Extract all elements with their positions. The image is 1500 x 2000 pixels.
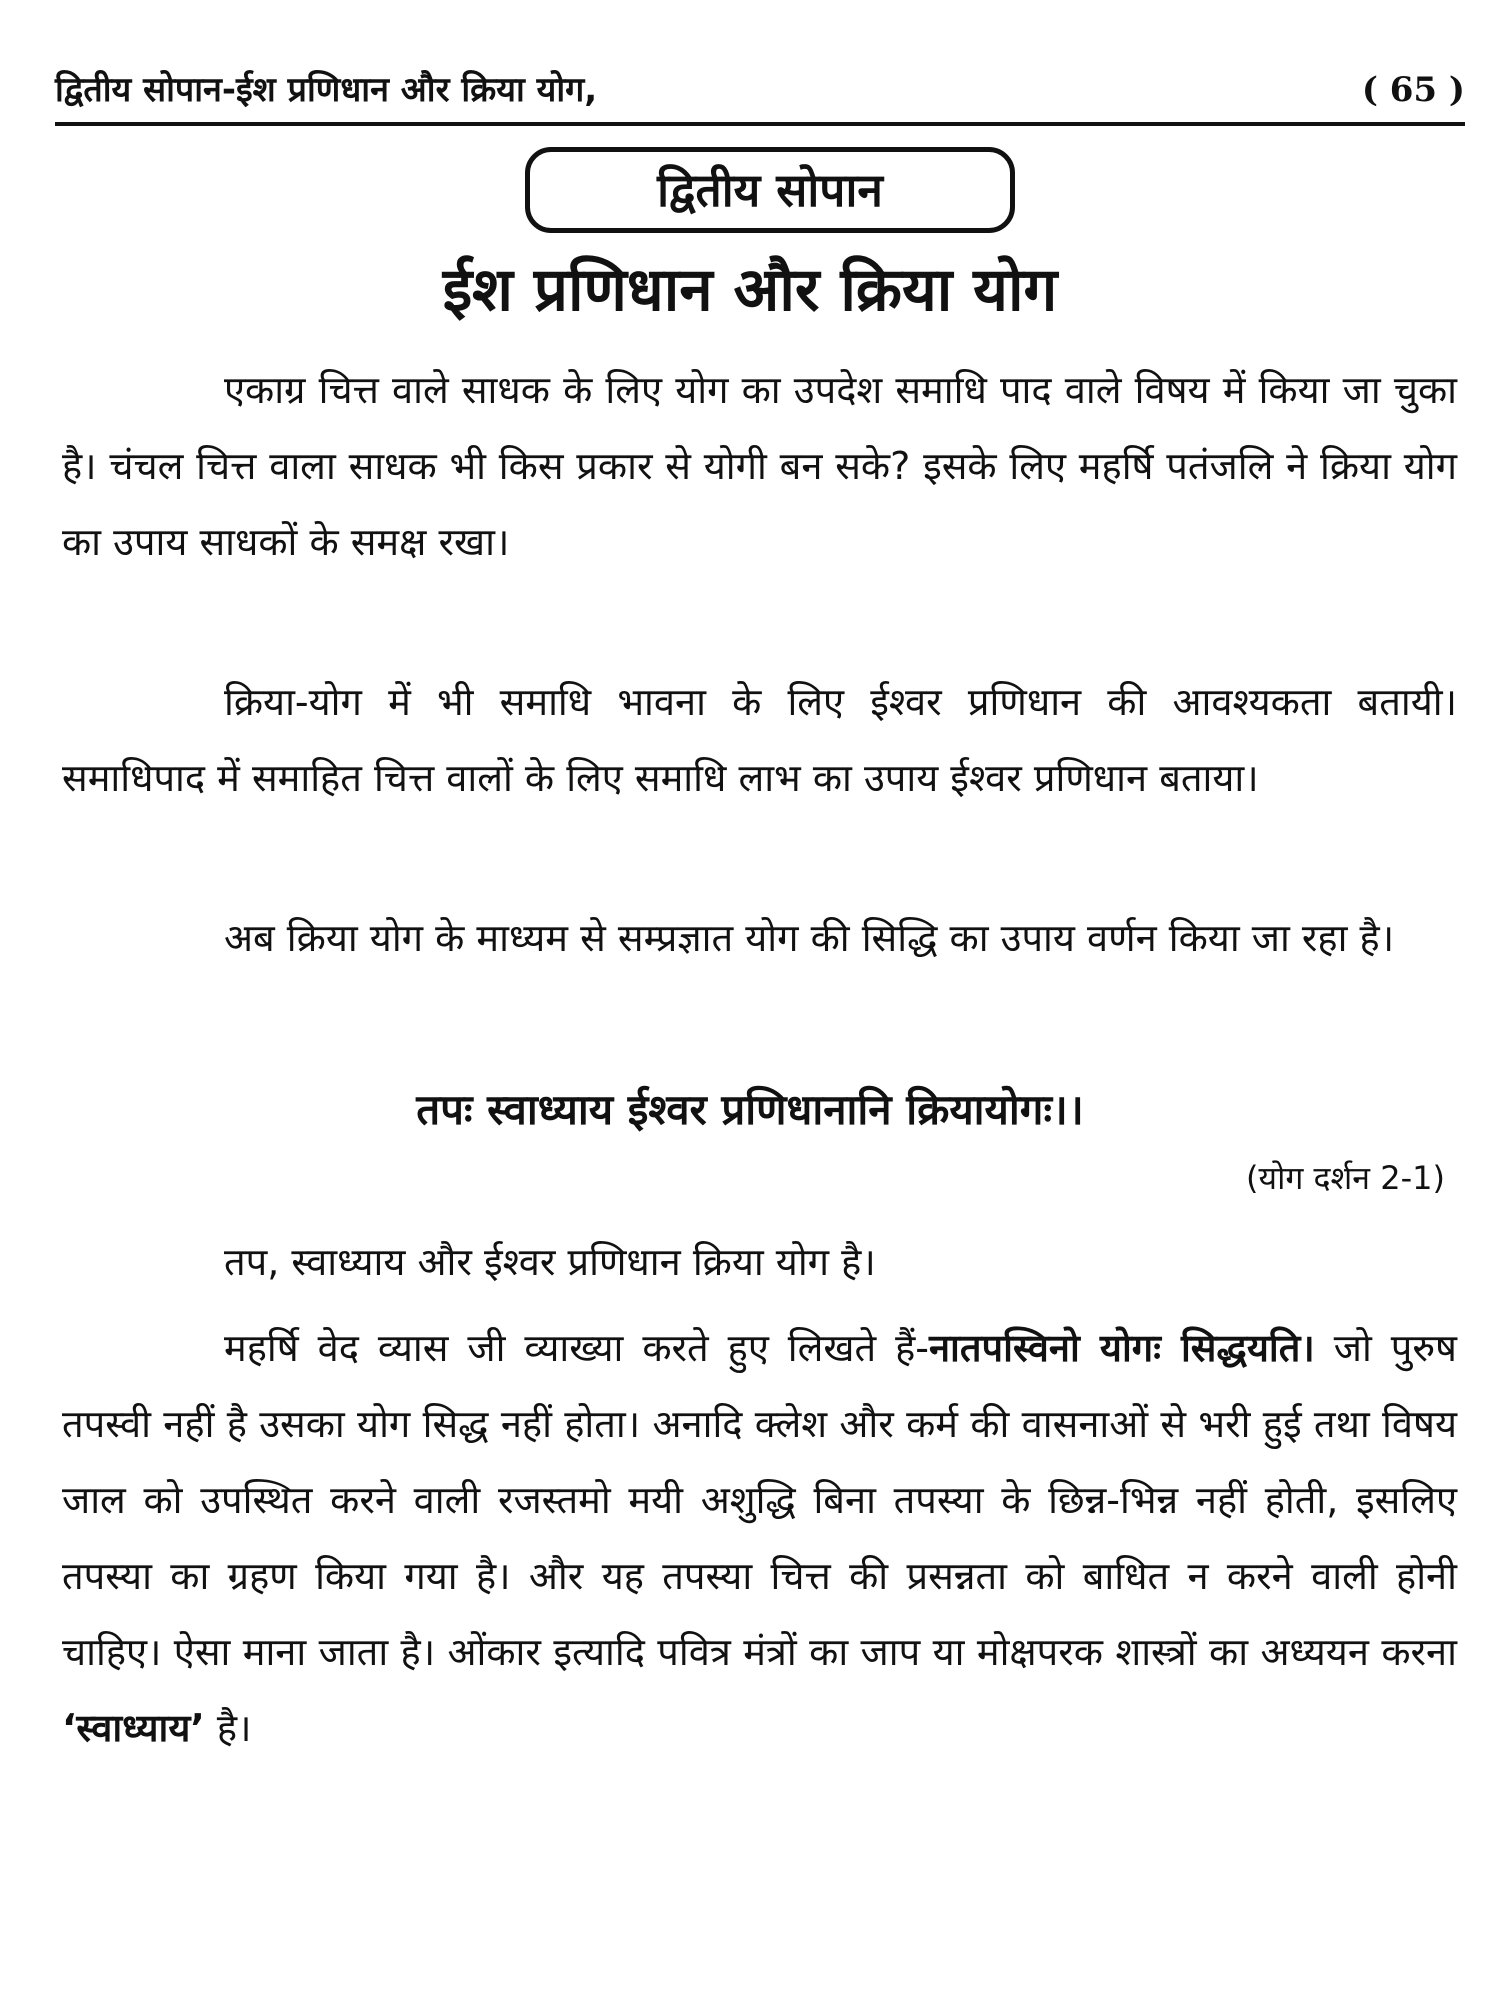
- paragraph-5-start: महर्षि वेद व्यास जी व्याख्या करते हुए लिखते हैं-: [224, 1326, 929, 1370]
- page-number: ( 65 ): [1361, 70, 1465, 110]
- chapter-title: ईश प्रणिधान और क्रिया योग: [442, 255, 1058, 325]
- paragraph-1-text: एकाग्र चित्त वाले साधक के लिए योग का उपदेश समाधि पाद वाले विषय में किया जा चुका है। चंचल चित्त वाला साधक भी किस प्रकार से योगी बन सके? इसके लिए महर्षि पतंजलि ने क्रिया योग का उपाय साधकों के समक्ष रखा।: [62, 368, 1457, 564]
- running-header: [55, 62, 1465, 126]
- paragraph-2-text: क्रिया-योग में भी समाधि भावना के लिए ईश्वर प्रणिधान की आवश्यकता बतायी। समाधिपाद में समाहित चित्त वालों के लिए समाधि लाभ का उपाय ईश्वर प्रणिधान बताया।: [62, 680, 1457, 800]
- chapter-label-box: [525, 147, 1015, 233]
- chapter-label: द्वितीय सोपान: [657, 163, 883, 217]
- paragraph-4: [62, 1224, 1457, 1300]
- sutra-reference: (योग दर्शन 2-1): [1246, 1159, 1445, 1197]
- sutra-verse: तपः स्वाध्याय ईश्वर प्रणिधानानि क्रियायोगः।।: [416, 1085, 1084, 1134]
- paragraph-5-quote: नातपस्विनो योगः सिद्धयति।: [928, 1326, 1315, 1370]
- paragraph-5-term: ‘स्वाध्याय’: [62, 1706, 205, 1750]
- running-header-title: द्वितीय सोपान-ईश प्रणिधान और क्रिया योग,: [55, 70, 598, 110]
- paragraph-5: [62, 1310, 1457, 1766]
- paragraph-4-text: तप, स्वाध्याय और ईश्वर प्रणिधान क्रिया योग है।: [224, 1240, 876, 1284]
- paragraph-3-text: अब क्रिया योग के माध्यम से सम्प्रज्ञात योग की सिद्धि का उपाय वर्णन किया जा रहा है।: [224, 916, 1395, 960]
- paragraph-3: [62, 900, 1457, 976]
- paragraph-1: [62, 352, 1457, 580]
- paragraph-5-end: है।: [204, 1706, 252, 1750]
- paragraph-5-rest: जो पुरुष तपस्वी नहीं है उसका योग सिद्ध नहीं होता। अनादि क्लेश और कर्म की वासनाओं से भरी हुई तथा विषय जाल को उपस्थित करने वाली रजस्तमो मयी अशुद्धि बिना तपस्या के छिन्न-भिन्न नहीं होती, इसलिए तपस्या का ग्रहण किया गया है। और यह तपस्या चित्त की प्रसन्नता को बाधित न करने वाली होनी चाहिए। ऐसा माना जाता है। ओंकार इत्यादि पवित्र मंत्रों का जाप या मोक्षपरक शास्त्रों का अध्ययन करना: [62, 1326, 1458, 1674]
- paragraph-2: [62, 664, 1457, 816]
